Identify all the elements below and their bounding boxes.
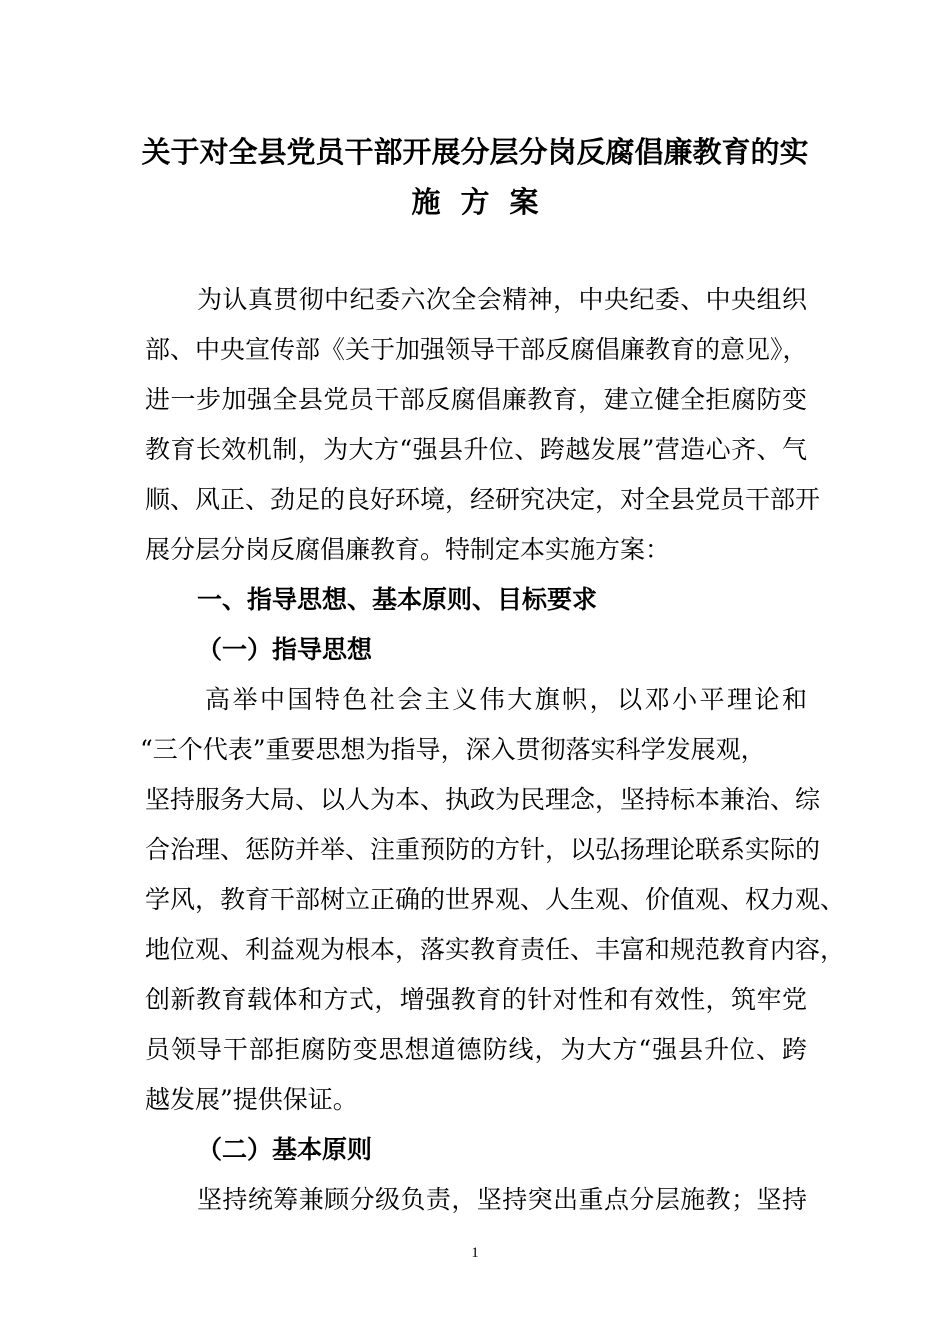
guiding-line-2: “三个代表”重要思想为指导，深入贯彻落实科学发展观， bbox=[140, 735, 766, 764]
intro-line-6: 展分层分岗反腐倡廉教育。特制定本实施方案： bbox=[145, 535, 671, 564]
guiding-line-6: 地位观、利益观为根本，落实教育责任、丰富和规范教育内容， bbox=[145, 935, 846, 964]
guiding-line-4: 合治理、惩防并举、注重预防的方针，以弘扬理论联系实际的 bbox=[145, 835, 821, 864]
guiding-line-8: 员领导干部拒腐防变思想道德防线，为大方“强县升位、跨 bbox=[145, 1035, 807, 1064]
guiding-line-3: 坚持服务大局、以人为本、执政为民理念，坚持标本兼治、综 bbox=[145, 785, 821, 814]
page-number: 1 bbox=[471, 1245, 479, 1261]
guiding-line-5: 学风，教育干部树立正确的世界观、人生观、价值观、权力观、 bbox=[145, 885, 846, 914]
principle-line-1: 坚持统筹兼顾分级负责，坚持突出重点分层施教；坚持 bbox=[197, 1185, 807, 1214]
subsection-heading-2: （二）基本原则 bbox=[197, 1135, 373, 1164]
intro-line-3: 进一步加强全县党员干部反腐倡廉教育，建立健全拒腐防变 bbox=[145, 385, 807, 414]
guiding-line-9: 越发展”提供保证。 bbox=[145, 1085, 358, 1114]
guiding-line-7: 创新教育载体和方式，增强教育的针对性和有效性，筑牢党 bbox=[145, 985, 807, 1014]
section-heading-1: 一、指导思想、基本原则、目标要求 bbox=[197, 585, 598, 614]
intro-line-4: 教育长效机制，为大方“强县升位、跨越发展”营造心齐、气 bbox=[145, 435, 807, 464]
intro-line-2: 部、中央宣传部《关于加强领导干部反腐倡廉教育的意见》， bbox=[145, 335, 808, 364]
document-title-line-1: 关于对全县党员干部开展分层分岗反腐倡廉教育的实 bbox=[141, 135, 809, 169]
subsection-heading-1: （一）指导思想 bbox=[197, 635, 373, 664]
intro-line-5: 顺、风正、劲足的良好环境，经研究决定，对全县党员干部开 bbox=[145, 485, 821, 514]
guiding-line-1: 高举中国特色社会主义伟大旗帜，以邓小平理论和 bbox=[205, 685, 807, 714]
document-title-line-2: 施方案 bbox=[411, 185, 559, 219]
intro-line-1: 为认真贯彻中纪委六次全会精神，中央纪委、中央组织 bbox=[197, 285, 807, 314]
